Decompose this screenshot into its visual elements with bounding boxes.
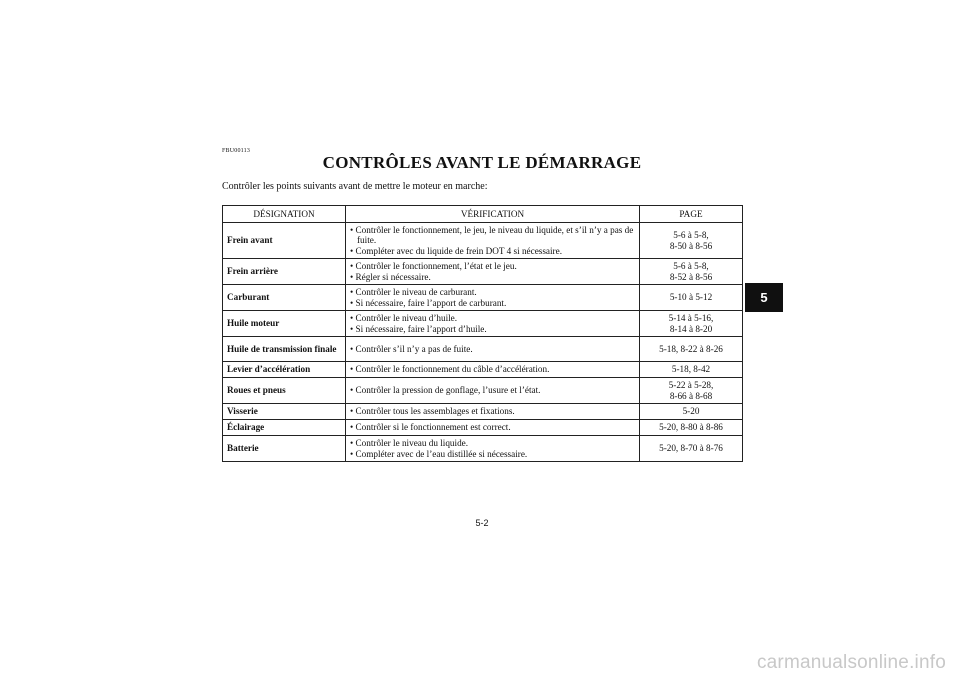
row-checks bbox=[346, 337, 640, 362]
header-verification: VÉRIFICATION bbox=[346, 206, 640, 223]
page-ref: 5-18, 8-22 à 8-26 bbox=[659, 343, 723, 354]
row-checks bbox=[346, 420, 640, 436]
watermark: carmanualsonline.info bbox=[756, 652, 946, 673]
row-name: Batterie bbox=[223, 436, 346, 462]
page-ref: 5-18, 8-42 bbox=[671, 364, 711, 375]
page-ref: 5-14 à 5-16, bbox=[668, 313, 714, 323]
check-item: • Contrôler le fonctionnement du câble d’accélération. bbox=[350, 364, 550, 375]
row-pages bbox=[640, 259, 743, 285]
row-pages bbox=[640, 436, 743, 462]
row-checks bbox=[346, 362, 640, 378]
page-ref: 8-50 à 8-56 bbox=[669, 240, 713, 251]
table-row bbox=[223, 420, 743, 436]
row-pages bbox=[640, 311, 743, 337]
row-checks bbox=[346, 223, 640, 259]
page-ref: 8-66 à 8-68 bbox=[669, 390, 713, 401]
row-name: Frein avant bbox=[223, 223, 346, 259]
page-ref: 5-20, 8-80 à 8-86 bbox=[659, 422, 723, 433]
page-ref: 5-6 à 5-8, bbox=[673, 261, 709, 271]
page-ref: 8-14 à 8-20 bbox=[669, 323, 713, 334]
row-checks bbox=[346, 404, 640, 420]
check-item: • Contrôler si le fonctionnement est correct. bbox=[350, 422, 511, 433]
section-tab: 5 bbox=[745, 283, 783, 312]
row-checks bbox=[346, 285, 640, 311]
row-name: Roues et pneus bbox=[223, 378, 346, 404]
check-item: • Régler si nécessaire. bbox=[350, 271, 431, 282]
row-pages bbox=[640, 404, 743, 420]
page-ref: 8-52 à 8-56 bbox=[669, 271, 713, 282]
row-name: Huile moteur bbox=[223, 311, 346, 337]
document-code: FBU00113 bbox=[222, 148, 251, 154]
check-item: • Si nécessaire, faire l’apport de carburant. bbox=[350, 297, 507, 308]
table-row bbox=[223, 436, 743, 462]
check-item: • Contrôler le niveau d’huile. bbox=[350, 313, 458, 323]
page-ref: 5-20 bbox=[682, 406, 700, 417]
row-name: Éclairage bbox=[223, 420, 346, 436]
table-row bbox=[223, 259, 743, 285]
row-pages bbox=[640, 223, 743, 259]
check-item: • Compléter avec du liquide de frein DOT 4 si nécessaire. bbox=[350, 245, 562, 256]
table-row bbox=[223, 404, 743, 420]
row-pages bbox=[640, 378, 743, 404]
check-item: • Compléter avec de l’eau distillée si nécessaire. bbox=[350, 448, 528, 459]
table-row bbox=[223, 337, 743, 362]
table-row bbox=[223, 223, 743, 259]
table-header-row bbox=[223, 206, 743, 223]
check-item: • Si nécessaire, faire l’apport d’huile. bbox=[350, 323, 487, 334]
row-name: Visserie bbox=[223, 404, 346, 420]
page-title: CONTRÔLES AVANT LE DÉMARRAGE bbox=[322, 153, 642, 172]
page-ref: 5-20, 8-70 à 8-76 bbox=[659, 443, 723, 454]
check-item: • Contrôler le niveau du liquide. bbox=[350, 438, 469, 448]
page-ref: 5-10 à 5-12 bbox=[669, 292, 713, 303]
check-item: • Contrôler tous les assemblages et fixations. bbox=[350, 406, 515, 417]
check-item: • Contrôler le fonctionnement, le jeu, le niveau du liquide, et s’il n’y a pas de fuite. bbox=[350, 224, 634, 246]
row-name: Levier d’accélération bbox=[223, 362, 346, 378]
pre-start-checks-table bbox=[222, 205, 743, 462]
table-row bbox=[223, 362, 743, 378]
row-pages bbox=[640, 337, 743, 362]
page-ref: 5-6 à 5-8, bbox=[673, 230, 709, 240]
check-item: • Contrôler le niveau de carburant. bbox=[350, 287, 477, 297]
row-checks bbox=[346, 311, 640, 337]
row-pages bbox=[640, 285, 743, 311]
header-designation: DÉSIGNATION bbox=[223, 206, 346, 223]
row-checks bbox=[346, 378, 640, 404]
row-checks bbox=[346, 436, 640, 462]
row-name: Frein arrière bbox=[223, 259, 346, 285]
row-checks bbox=[346, 259, 640, 285]
page-number: 5-2 bbox=[475, 518, 489, 528]
row-pages bbox=[640, 362, 743, 378]
check-item: • Contrôler s’il n’y a pas de fuite. bbox=[350, 343, 473, 354]
table-row bbox=[223, 311, 743, 337]
intro-text: Contrôler les points suivants avant de mettre le moteur en marche: bbox=[222, 181, 488, 192]
table-row bbox=[223, 285, 743, 311]
check-item: • Contrôler le fonctionnement, l’état et le jeu. bbox=[350, 261, 517, 271]
check-item: • Contrôler la pression de gonflage, l’usure et l’état. bbox=[350, 385, 541, 396]
row-name: Carburant bbox=[223, 285, 346, 311]
row-pages bbox=[640, 420, 743, 436]
row-name: Huile de transmission finale bbox=[223, 337, 346, 362]
header-page: PAGE bbox=[640, 206, 743, 223]
page-ref: 5-22 à 5-28, bbox=[668, 380, 714, 390]
table-row bbox=[223, 378, 743, 404]
